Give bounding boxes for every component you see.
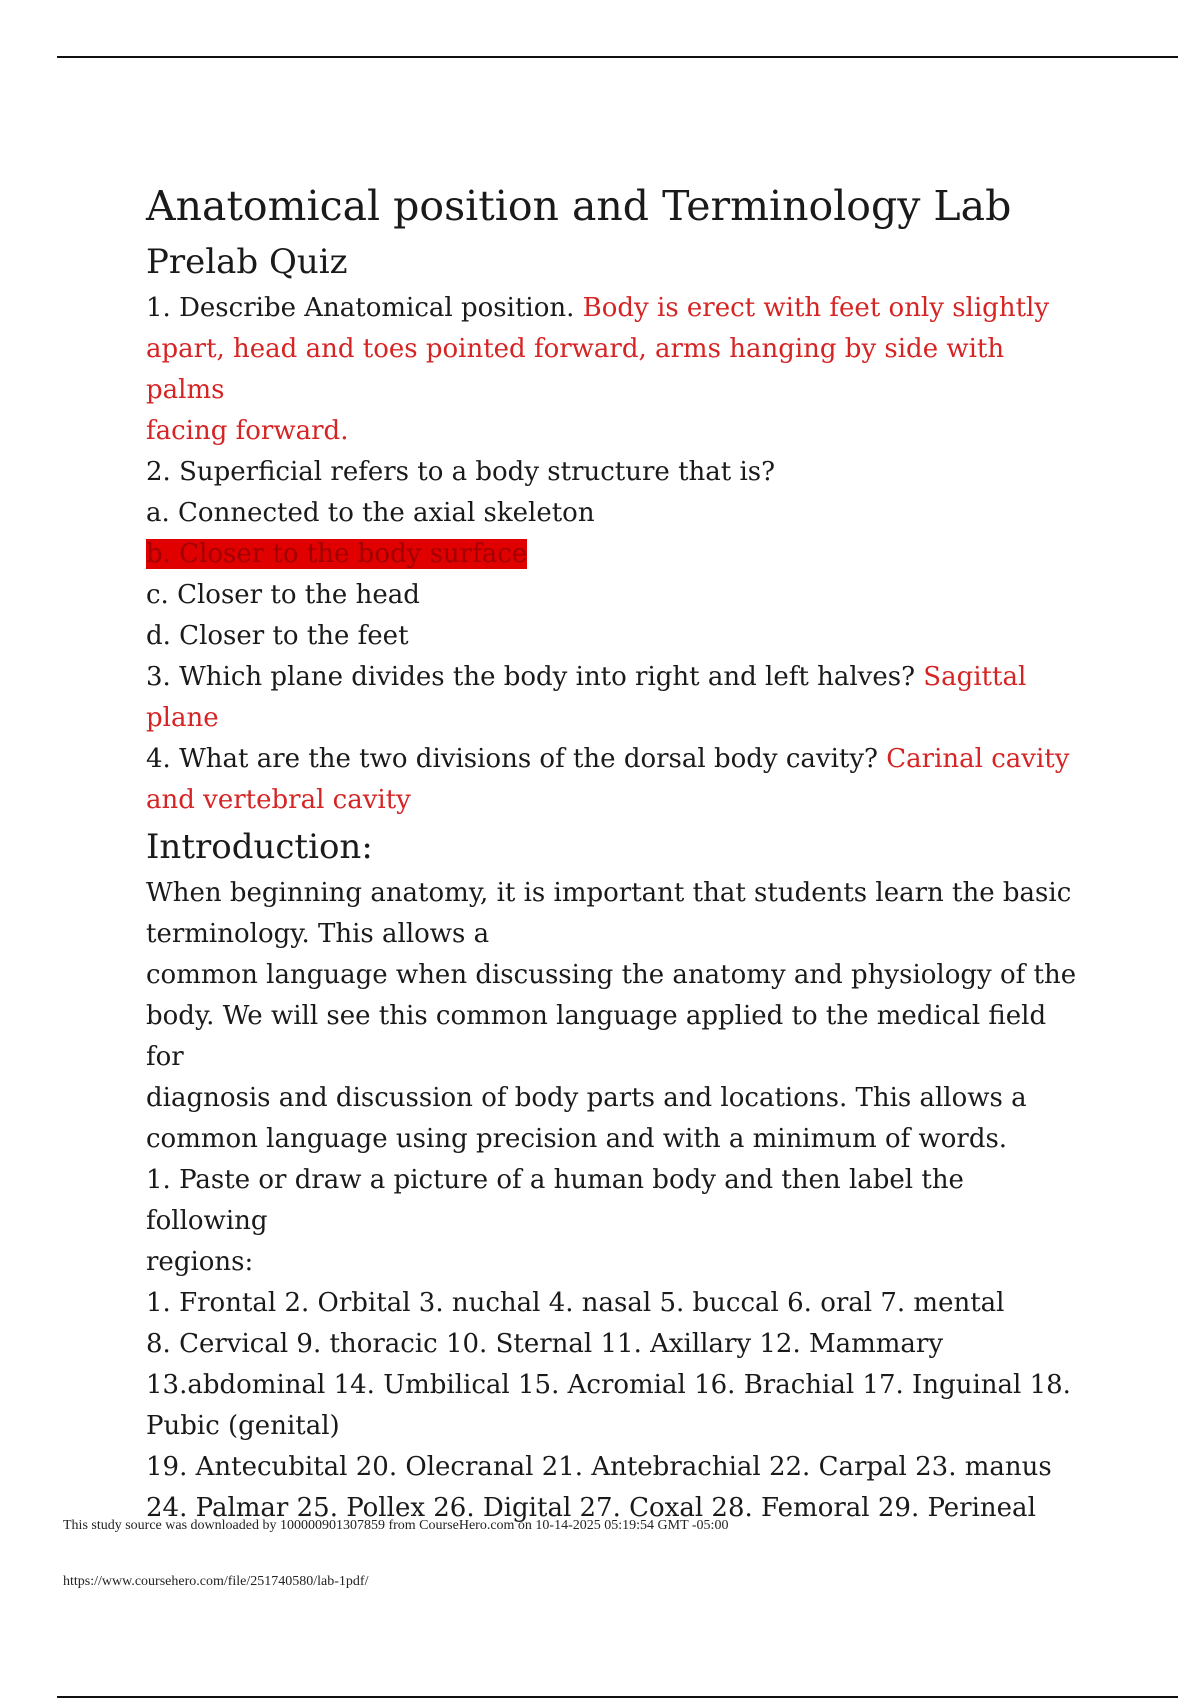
region-list-line: Pubic (genital)	[146, 1411, 340, 1441]
intro-line: terminology. This allows a	[146, 919, 490, 949]
region-list-line: 1. Frontal 2. Orbital 3. nuchal 4. nasal 5. buccal 6. oral 7. mental	[146, 1288, 1005, 1318]
region-list-line: 8. Cervical 9. thoracic 10. Sternal 11. Axillary 12. Mammary	[146, 1329, 944, 1359]
intro-line: common language when discussing the anatomy and physiology of the	[146, 960, 1077, 990]
question-4-answer-line2: and vertebral cavity	[146, 785, 411, 815]
introduction-heading: Introduction:	[146, 827, 373, 867]
task-line: regions:	[146, 1247, 254, 1277]
question-1-answer-line2: apart, head and toes pointed forward, arms hanging by side with palms	[146, 334, 1005, 405]
question-2-option-b	[146, 534, 1086, 575]
region-list-line: 19. Antecubital 20. Olecranal 21. Antebrachial 22. Carpal 23. manus	[146, 1452, 1052, 1482]
region-list-line: 13.abdominal 14. Umbilical 15. Acromial 16. Brachial 17. Inguinal 18.	[146, 1370, 1071, 1400]
source-url[interactable]: https://www.coursehero.com/file/251740580/lab-1pdf/	[63, 1574, 369, 1589]
intro-line: common language using precision and with a minimum of words.	[146, 1124, 1008, 1154]
question-2-option-c: c. Closer to the head	[146, 580, 420, 610]
question-1-answer-line1: Body is erect with feet only slightly	[582, 293, 1050, 323]
question-4-text: 4. What are the two divisions of the dorsal body cavity?	[146, 744, 878, 774]
top-rule	[57, 56, 1178, 58]
document-title: Anatomical position and Terminology Lab	[146, 182, 1012, 230]
download-note: This study source was downloaded by 100000901307859 from CourseHero.com on 10-14-2025 05:19:54 GMT -05:00	[63, 1518, 729, 1533]
question-2-text: 2. Superficial refers to a body structure that is?	[146, 457, 776, 487]
question-1-text: 1. Describe Anatomical position.	[146, 293, 575, 323]
question-3	[146, 657, 1086, 739]
intro-line: diagnosis and discussion of body parts and locations. This allows a	[146, 1083, 1027, 1113]
question-2-option-d: d. Closer to the feet	[146, 621, 409, 651]
question-2-option-a: a. Connected to the axial skeleton	[146, 498, 595, 528]
question-1	[146, 288, 1086, 329]
question-1-answer-line3: facing forward.	[146, 416, 349, 446]
document-body	[146, 178, 1086, 1529]
task-line: 1. Paste or draw a picture of a human body and then label the following	[146, 1165, 964, 1236]
prelab-heading: Prelab Quiz	[146, 242, 348, 282]
highlighted-answer: b. Closer to the body surface	[146, 539, 528, 569]
question-3-answer: Sagittal plane	[146, 662, 1027, 733]
question-4-answer-line1: Carinal cavity	[886, 744, 1070, 774]
intro-line: When beginning anatomy, it is important that students learn the basic	[146, 878, 1072, 908]
question-3-text: 3. Which plane divides the body into right and left halves?	[146, 662, 916, 692]
bottom-rule	[57, 1696, 1178, 1698]
question-4	[146, 739, 1086, 780]
region-list-line: 24. Palmar 25. Pollex 26. Digital 27. Coxal 28. Femoral 29. Perineal	[146, 1493, 1036, 1523]
intro-line: body. We will see this common language applied to the medical field for	[146, 1001, 1047, 1072]
